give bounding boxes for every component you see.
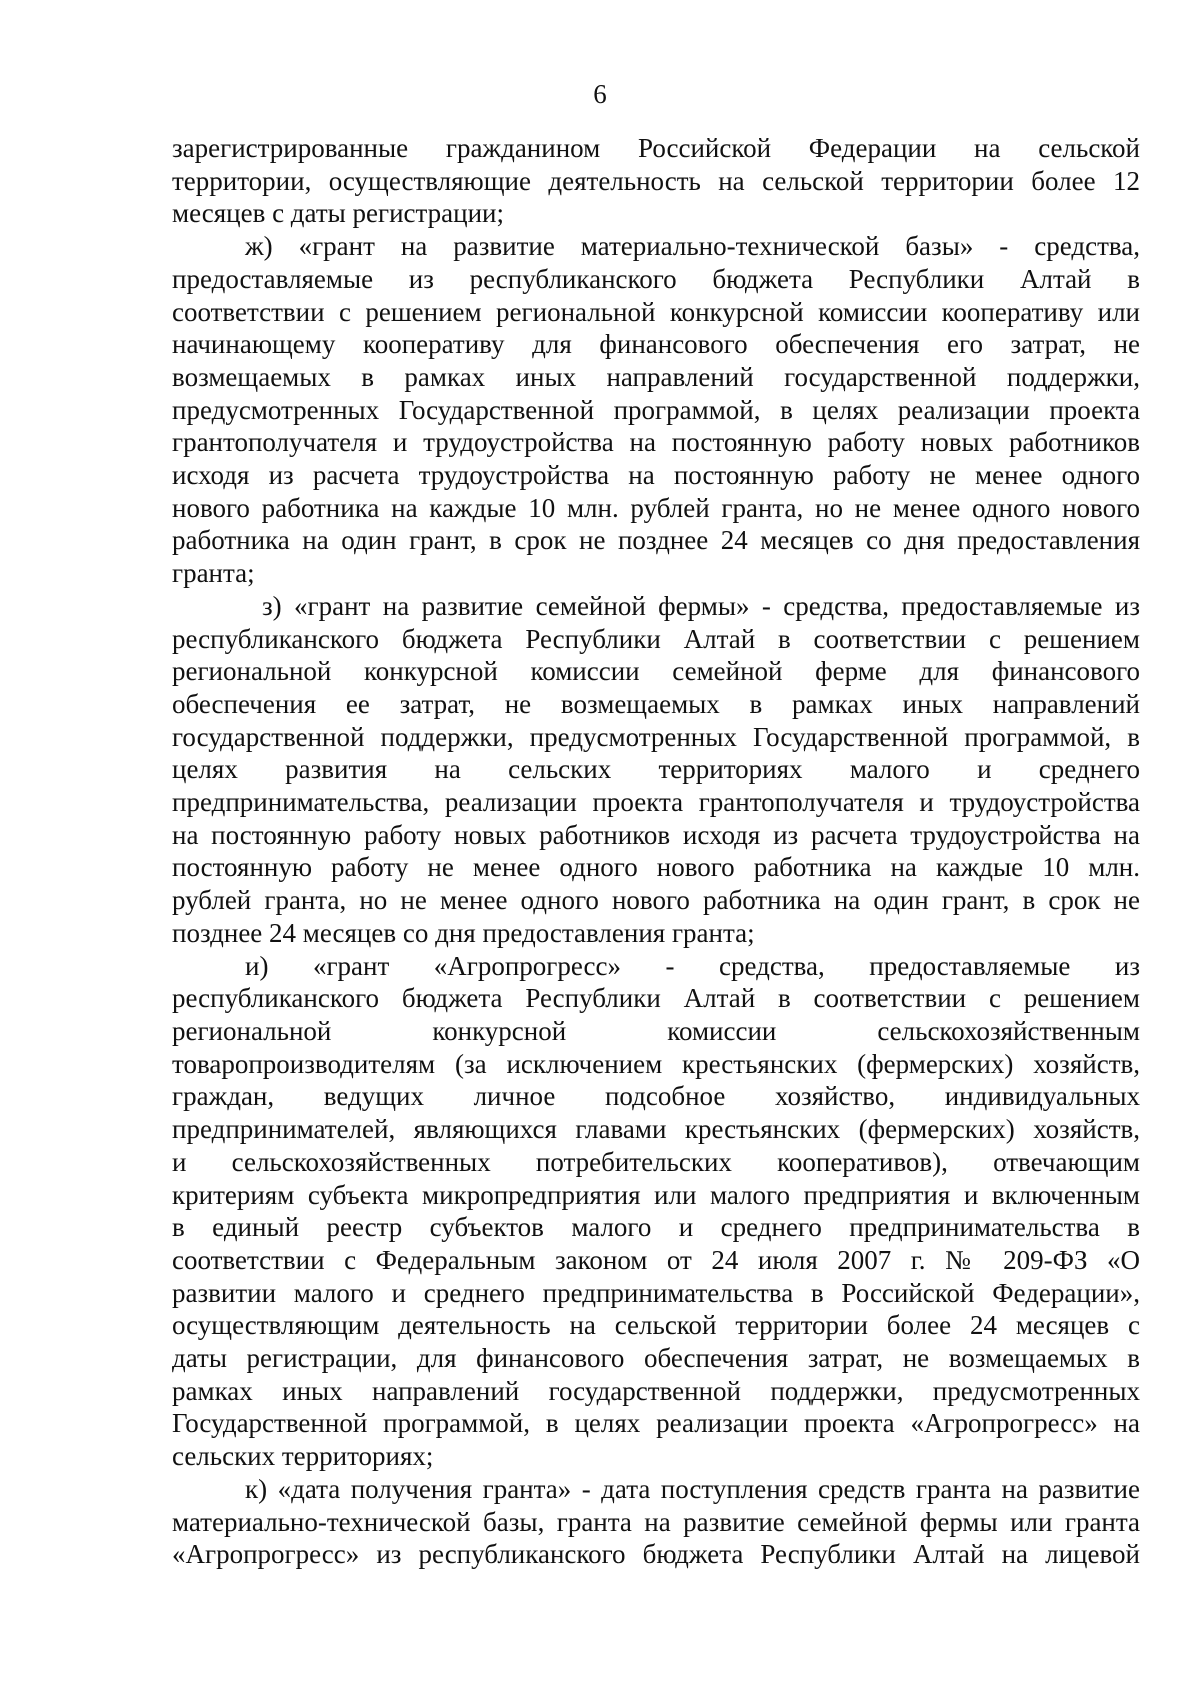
text-line: обеспечения ее затрат, не возмещаемых в рамках иных направлений: [172, 688, 1140, 719]
text-line: предпринимательства, реализации проекта грантополучателя и трудоустройства: [172, 787, 1140, 818]
text-line: и сельскохозяйственных потребительских кооперативов), отвечающим: [172, 1146, 1140, 1177]
text-line: региональной конкурсной комиссии сельскохозяйственным: [172, 1015, 1140, 1046]
text-line: рублей гранта, но не менее одного нового работника на один грант, в срок не: [172, 885, 1140, 916]
paragraph-i: [172, 950, 1140, 1473]
text-line: предусмотренных Государственной программой, в целях реализации проекта: [172, 394, 1140, 425]
text-line: Государственной программой, в целях реализации проекта «Агропрогресс» на: [172, 1408, 1140, 1439]
text-line: в единый реестр субъектов малого и среднего предпринимательства в: [172, 1212, 1140, 1243]
text-line: предпринимателей, являющихся главами крестьянских (фермерских) хозяйств,: [172, 1114, 1140, 1145]
text-line: позднее 24 месяцев со дня предоставления гранта;: [172, 917, 755, 948]
text-line: региональной конкурсной комиссии семейной ферме для финансового: [172, 656, 1140, 687]
text-line: к) «дата получения гранта» - дата поступления средств гранта на развитие: [245, 1473, 1140, 1504]
text-line: «Агропрогресс» из республиканского бюджета Республики Алтай на лицевой: [172, 1539, 1140, 1570]
text-line: зарегистрированные гражданином Российской Федерации на сельской: [172, 133, 1140, 163]
text-line: даты регистрации, для финансового обеспечения затрат, не возмещаемых в: [172, 1343, 1140, 1374]
paragraph-zh: [172, 230, 1140, 590]
text-line: начинающему кооперативу для финансового обеспечения его затрат, не: [172, 329, 1140, 360]
text-line: целях развития на сельских территориях малого и среднего: [172, 754, 1140, 785]
page-number: 6: [593, 79, 607, 109]
text-line: рамках иных направлений государственной поддержки, предусмотренных: [172, 1375, 1140, 1406]
document-body: [172, 132, 1140, 1571]
text-line: развитии малого и среднего предпринимательства в Российской Федерации»,: [172, 1277, 1140, 1308]
text-line: республиканского бюджета Республики Алтай в соответствии с решением: [172, 623, 1140, 654]
paragraph-z: [172, 590, 1140, 950]
text-line: сельских территориях;: [172, 1441, 434, 1472]
text-line: материально-технической базы, гранта на развитие семейной фермы или гранта: [172, 1506, 1140, 1537]
text-line: гранта;: [172, 558, 255, 589]
paragraph-k: [172, 1473, 1140, 1571]
text-line: исходя из расчета трудоустройства на постоянную работу не менее одного: [172, 460, 1140, 491]
text-line: соответствии с Федеральным законом от 24 июля 2007 г. № 209-ФЗ «О: [172, 1244, 1140, 1275]
text-line: товаропроизводителям (за исключением крестьянских (фермерских) хозяйств,: [172, 1048, 1140, 1079]
text-line: месяцев с даты регистрации;: [172, 198, 504, 229]
text-line: работника на один грант, в срок не позднее 24 месяцев со дня предоставления: [172, 525, 1140, 556]
text-line: граждан, ведущих личное подсобное хозяйство, индивидуальных: [172, 1081, 1140, 1112]
text-line: нового работника на каждые 10 млн. рублей гранта, но не менее одного нового: [172, 492, 1140, 523]
text-line: на постоянную работу новых работников исходя из расчета трудоустройства на: [172, 819, 1140, 850]
text-line: ж) «грант на развитие материально-технической базы» - средства,: [245, 231, 1140, 262]
paragraph-continuation: [172, 132, 1140, 230]
text-line: предоставляемые из республиканского бюджета Республики Алтай в: [172, 263, 1140, 294]
text-line: территории, осуществляющие деятельность на сельской территории более 12: [172, 165, 1140, 196]
text-line: критериям субъекта микропредприятия или малого предприятия и включенным: [172, 1179, 1140, 1210]
text-line: республиканского бюджета Республики Алтай в соответствии с решением: [172, 983, 1140, 1014]
text-line: государственной поддержки, предусмотренных Государственной программой, в: [172, 721, 1140, 752]
text-line: постоянную работу не менее одного нового работника на каждые 10 млн.: [172, 852, 1140, 883]
text-line: и) «грант «Агропрогресс» - средства, предоставляемые из: [245, 950, 1140, 981]
text-line: осуществляющим деятельность на сельской территории более 24 месяцев с: [172, 1310, 1140, 1341]
text-line: соответствии с решением региональной конкурсной комиссии кооперативу или: [172, 296, 1140, 327]
text-line: возмещаемых в рамках иных направлений государственной поддержки,: [172, 361, 1140, 392]
text-line: з) «грант на развитие семейной фермы» - средства, предоставляемые из: [262, 590, 1140, 621]
text-line: грантополучателя и трудоустройства на постоянную работу новых работников: [172, 427, 1140, 458]
